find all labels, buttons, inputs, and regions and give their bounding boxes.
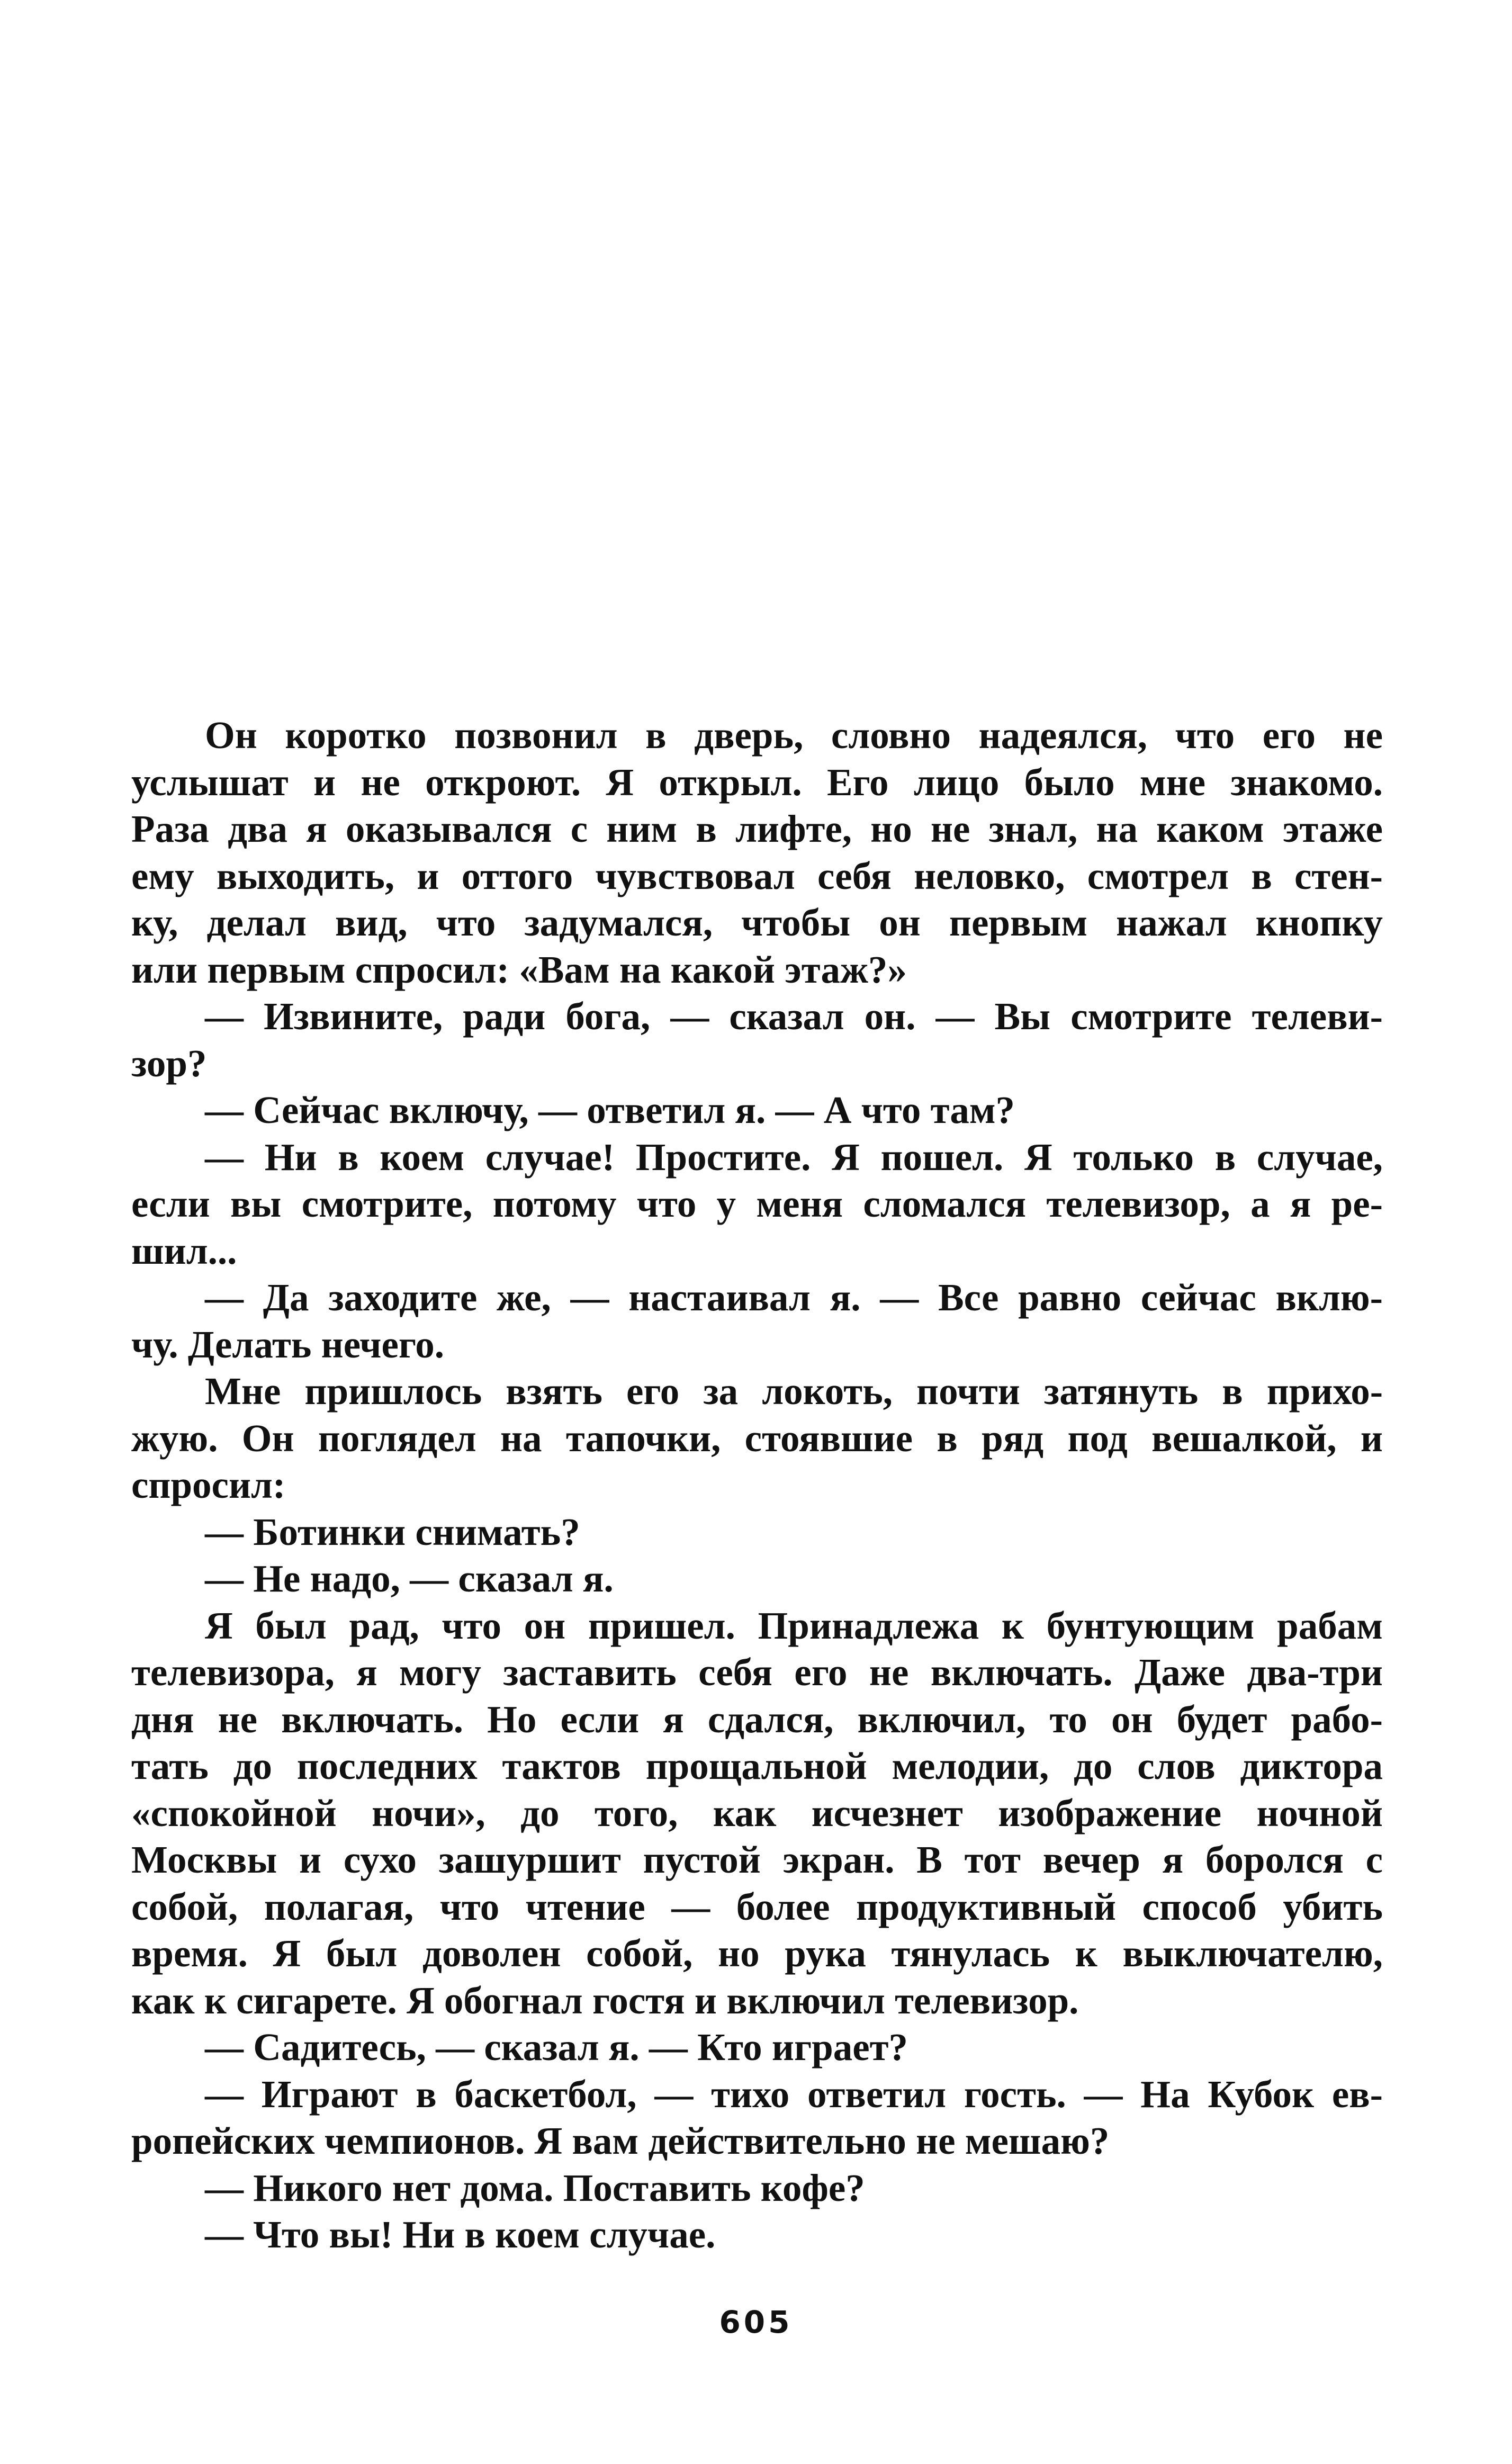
text-line: если вы смотрите, потому что у меня сломался телевизор, а я ре- [131, 1182, 1383, 1225]
text-line: или первым спросил: «Вам на какой этаж?» [131, 948, 907, 991]
text-line: дня не включать. Но если я сдался, включил, то он будет рабо- [131, 1697, 1383, 1741]
text-line: услышат и не откроют. Я открыл. Его лицо было мне знакомо. [131, 760, 1383, 804]
text-line: Москвы и сухо зашуршит пустой экран. В тот вечер я боролся с [131, 1838, 1383, 1881]
text-line: время. Я был доволен собой, но рука тянулась к выключателю, [131, 1932, 1383, 1975]
text-line: — Извините, ради бога, — сказал он. — Вы смотрите телеви- [205, 995, 1383, 1038]
text-line: спросил: [131, 1463, 286, 1506]
text-line: — Не надо, — сказал я. [205, 1557, 614, 1600]
text-line: чу. Делать нечего. [131, 1323, 444, 1366]
text-line: телевизора, я могу заставить себя его не включать. Даже два-три [131, 1651, 1383, 1694]
text-line: Мне пришлось взять его за локоть, почти затянуть в прихо- [205, 1370, 1383, 1413]
text-line: Я был рад, что он пришел. Принадлежа к бунтующим рабам [205, 1604, 1383, 1647]
body-text [131, 712, 1383, 2259]
text-line: ку, делал вид, что задумался, чтобы он первым нажал кнопку [131, 901, 1383, 944]
text-line: — Сейчас включу, — ответил я. — А что там? [205, 1089, 1015, 1131]
text-line: — Играют в баскетбол, — тихо ответил гость. — На Кубок ев- [205, 2072, 1383, 2116]
text-line: ропейских чемпионов. Я вам действительно не мешаю? [131, 2119, 1110, 2162]
text-line: собой, полагая, что чтение — более продуктивный способ убить [131, 1885, 1383, 1928]
text-line: шил... [131, 1229, 237, 1272]
text-line: жую. Он поглядел на тапочки, стоявшие в ряд под вешалкой, и [131, 1416, 1383, 1460]
text-line: ему выходить, и оттого чувствовал себя неловко, смотрел в стен- [131, 854, 1383, 897]
text-line: Он коротко позвонил в дверь, словно надеялся, что его не [205, 714, 1383, 757]
text-line: Раза два я оказывался с ним в лифте, но не знал, на каком этаже [131, 807, 1383, 850]
text-line: «спокойной ночи», до того, как исчезнет изображение ночной [131, 1791, 1383, 1834]
page-number: 605 [719, 2304, 793, 2340]
text-line: тать до последних тактов прощальной мелодии, до слов диктора [131, 1744, 1383, 1787]
text-line: — Что вы! Ни в коем случае. [205, 2213, 716, 2256]
text-line: как к сигарете. Я обогнал гостя и включил телевизор. [131, 1979, 1079, 2022]
text-line: — Ботинки снимать? [205, 1510, 580, 1553]
text-line: — Никого нет дома. Поставить кофе? [205, 2166, 865, 2209]
text-line: — Да заходите же, — настаивал я. — Все равно сейчас вклю- [205, 1276, 1383, 1319]
text-line: — Садитесь, — сказал я. — Кто играет? [205, 2026, 908, 2069]
text-line: — Ни в коем случае! Простите. Я пошел. Я только в случае, [205, 1135, 1383, 1179]
text-line: зор? [131, 1041, 207, 1085]
